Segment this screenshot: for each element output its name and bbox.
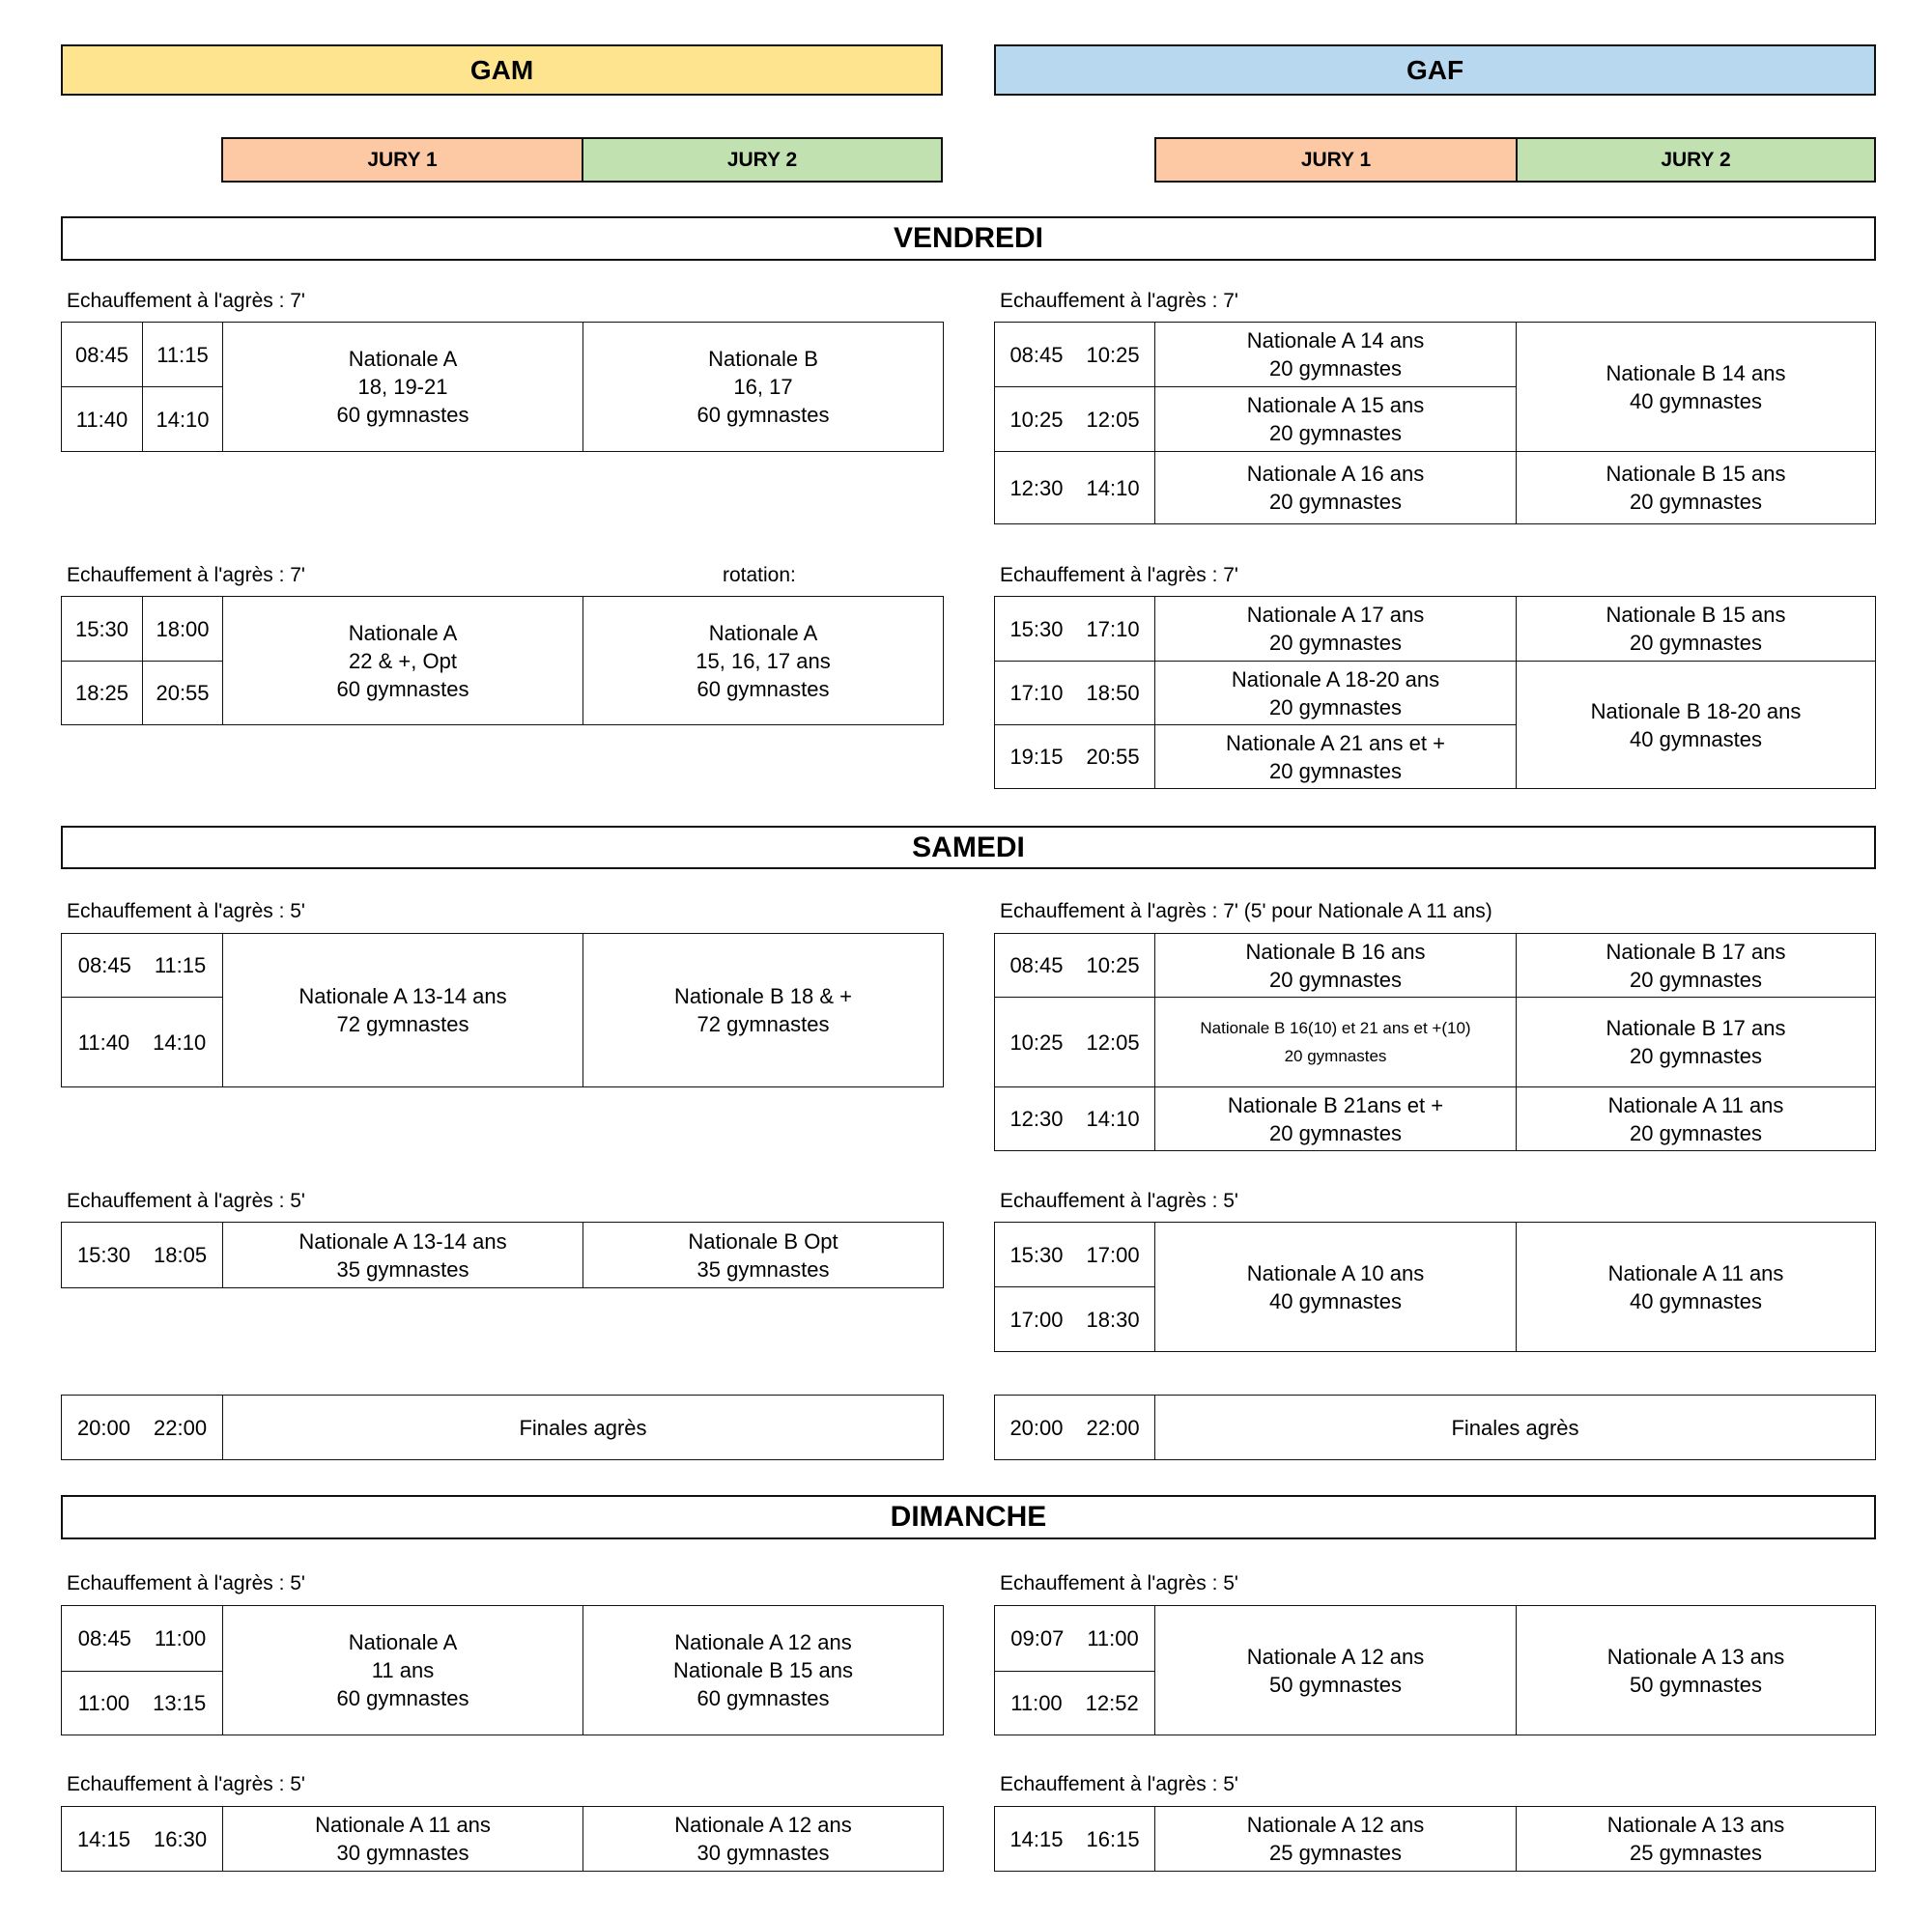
category: Nationale B 21ans et +: [1227, 1092, 1444, 1117]
end-time: 18:05: [154, 1243, 208, 1267]
jury2-cell: [1516, 1806, 1876, 1872]
end-time: 18:30: [1086, 1307, 1140, 1332]
end-time: 16:15: [1086, 1826, 1140, 1851]
jury2-cell: [582, 1806, 944, 1872]
category: Nationale A 16 ans: [1246, 462, 1425, 486]
end-time: 14:10: [1086, 1107, 1140, 1131]
end-time: 14:10: [1086, 475, 1140, 500]
start-time: 14:15: [76, 1826, 130, 1851]
gaf-title: GAF: [1406, 54, 1464, 85]
category: Nationale A 13 ans: [1606, 1644, 1785, 1669]
category: Nationale A 12 ans: [1246, 1644, 1425, 1669]
start-time: 09:07: [1010, 1626, 1065, 1650]
time-cell: [61, 386, 143, 452]
start-time: 20:00: [76, 1415, 130, 1440]
gaf-jury2-header: [1516, 137, 1876, 183]
gymnast-count: 30 gymnastes: [336, 1841, 469, 1865]
end-time: 22:00: [154, 1415, 208, 1440]
jury1-cell: [1154, 997, 1517, 1087]
gaf-jury1-header: [1154, 137, 1518, 183]
jury-label: JURY 2: [1661, 148, 1731, 171]
end-time: 17:10: [1086, 616, 1140, 641]
finals-cell: [1154, 1395, 1876, 1460]
end-time: 20:55: [1086, 745, 1140, 769]
warmup-label: Echauffement à l'agrès : 5': [67, 900, 305, 922]
time-cell: [994, 596, 1155, 662]
time-cell: [994, 1671, 1155, 1735]
category: Nationale B Opt: [688, 1228, 838, 1254]
ages: 15, 16, 17 ans: [696, 648, 831, 673]
gymnast-count: 60 gymnastes: [696, 676, 830, 701]
gymnast-count: 40 gymnastes: [1269, 1288, 1402, 1313]
warmup-label: Echauffement à l'agrès : 5': [1000, 1773, 1238, 1795]
start-time: 08:45: [77, 1626, 131, 1650]
jury2-cell: [1516, 997, 1876, 1087]
gaf-header: [994, 44, 1876, 96]
end-time: 18:00: [156, 616, 210, 641]
time-cell: [61, 1806, 223, 1872]
category: Nationale A 10 ans: [1246, 1260, 1425, 1285]
time-cell: [61, 933, 223, 998]
gymnast-count: 20 gymnastes: [1269, 631, 1402, 655]
jury1-cell: [222, 1806, 583, 1872]
finals-label: Finales agrès: [1451, 1415, 1579, 1440]
start-time: 12:30: [1009, 1107, 1064, 1131]
jury2-cell: [1516, 596, 1876, 662]
start-time: 08:45: [74, 342, 129, 367]
end-time: 12:05: [1086, 1030, 1140, 1055]
warmup-label: Echauffement à l'agrès : 5': [1000, 1190, 1238, 1212]
jury2-cell: [1516, 661, 1876, 789]
end-time: 10:25: [1086, 953, 1140, 977]
time-cell: [61, 661, 143, 725]
start-time: 11:40: [75, 407, 128, 432]
time-cell: [61, 596, 143, 662]
gymnast-count: 60 gymnastes: [336, 1686, 469, 1710]
gymnast-count: 30 gymnastes: [696, 1841, 830, 1865]
gymnast-count: 72 gymnastes: [696, 1012, 830, 1036]
day-title: DIMANCHE: [890, 1501, 1047, 1533]
end-time: 11:00: [154, 1626, 207, 1650]
jury1-cell: [1154, 661, 1517, 725]
jury1-cell: [1154, 724, 1517, 789]
start-time: 11:40: [77, 1030, 130, 1055]
jury2-cell: [582, 596, 944, 725]
time-cell: [994, 1286, 1155, 1352]
end-time: 22:00: [1086, 1415, 1140, 1440]
start-time: 14:15: [1009, 1826, 1064, 1851]
warmup-label: Echauffement à l'agrès : 5': [67, 1572, 305, 1594]
gam-jury2-header: [582, 137, 943, 183]
ages: 22 & +, Opt: [349, 648, 457, 673]
gymnast-count: 40 gymnastes: [1630, 388, 1762, 413]
start-time: 15:30: [76, 1243, 130, 1267]
end-time: 10:25: [1086, 342, 1140, 367]
gymnast-count: 20 gymnastes: [1269, 421, 1402, 445]
jury2-cell: [1516, 1222, 1876, 1352]
gymnast-count: 20 gymnastes: [1269, 356, 1402, 381]
start-time: 18:25: [74, 681, 129, 705]
start-time: 12:30: [1009, 475, 1064, 500]
ages: 11 ans: [371, 1658, 435, 1682]
finals-cell: [222, 1395, 944, 1460]
time-cell: [994, 1395, 1155, 1460]
warmup-label: Echauffement à l'agrès : 7' (5' pour Nationale A 11 ans): [1000, 900, 1492, 922]
category: Nationale A 12 ans: [1246, 1813, 1425, 1837]
end-time: 14:10: [153, 1030, 207, 1055]
jury2-cell: [582, 1222, 944, 1288]
end-time: 17:00: [1086, 1242, 1140, 1267]
start-time: 17:00: [1009, 1307, 1064, 1332]
time-cell: [994, 1806, 1155, 1872]
category: Nationale A 12 ans: [674, 1630, 852, 1654]
jury1-cell: [1154, 596, 1517, 662]
gymnast-count: 20 gymnastes: [1630, 631, 1762, 655]
category: Nationale A: [348, 1630, 458, 1654]
day-header-dimanche: [61, 1495, 1876, 1539]
time-cell: [61, 1671, 223, 1735]
gymnast-count: 20 gymnastes: [1269, 758, 1402, 783]
category: Nationale A 11 ans: [315, 1813, 491, 1837]
category: Nationale A 12 ans: [674, 1813, 852, 1837]
category: Nationale A 21 ans et +: [1226, 730, 1445, 755]
gymnast-count: 20 gymnastes: [1630, 1120, 1762, 1145]
time-cell: [61, 1605, 223, 1672]
time-cell: [994, 451, 1155, 524]
start-time: 10:25: [1009, 407, 1064, 432]
category: Nationale B 17 ans: [1605, 939, 1786, 964]
category: Nationale B 14 ans: [1605, 360, 1786, 385]
gymnast-count: 20 gymnastes: [1269, 1120, 1402, 1145]
jury1-cell: [222, 933, 583, 1087]
category: Nationale B: [708, 347, 818, 371]
time-cell: [61, 1395, 223, 1460]
warmup-label: Echauffement à l'agrès : 5': [1000, 1572, 1238, 1594]
warmup-label: Echauffement à l'agrès : 7': [67, 564, 305, 586]
category: Nationale B 18 & +: [673, 984, 853, 1008]
jury1-cell: [1154, 1222, 1517, 1352]
jury1-cell: [1154, 386, 1517, 452]
time-cell: [994, 1222, 1155, 1287]
end-time: 11:15: [156, 342, 209, 367]
gymnast-count: 60 gymnastes: [336, 403, 469, 427]
gymnast-count: 60 gymnastes: [696, 1686, 830, 1710]
start-time: 17:10: [1009, 681, 1064, 705]
jury1-cell: [222, 1605, 583, 1735]
time-cell: [142, 322, 223, 387]
end-time: 13:15: [153, 1691, 207, 1715]
time-cell: [994, 1605, 1155, 1672]
time-cell: [994, 724, 1155, 789]
category: Nationale A 18-20 ans: [1231, 666, 1440, 691]
jury2-cell: [1516, 1605, 1876, 1735]
jury-label: JURY 1: [1300, 148, 1372, 171]
category: Nationale A 13 ans: [1606, 1813, 1785, 1837]
jury2-cell: [1516, 933, 1876, 998]
time-cell: [142, 386, 223, 452]
start-time: 19:15: [1009, 745, 1064, 769]
time-cell: [994, 997, 1155, 1087]
category: Nationale B 18-20 ans: [1590, 698, 1802, 723]
end-time: 12:05: [1086, 407, 1140, 432]
start-time: 08:45: [1009, 342, 1064, 367]
jury-label: JURY 2: [726, 148, 798, 171]
gymnast-count: 20 gymnastes: [1269, 490, 1402, 514]
category: Nationale A: [348, 620, 458, 645]
time-cell: [994, 661, 1155, 725]
ages: 16, 17: [733, 375, 793, 399]
gymnast-count: 20 gymnastes: [1284, 1047, 1387, 1065]
jury1-cell: [222, 596, 583, 725]
gymnast-count: 25 gymnastes: [1269, 1841, 1402, 1865]
end-time: 14:10: [156, 407, 210, 432]
category: Nationale B 16(10) et 21 ans et +(10): [1200, 1019, 1471, 1037]
rotation-label: rotation:: [723, 564, 796, 586]
gam-jury1-header: [221, 137, 583, 183]
time-cell: [994, 1086, 1155, 1151]
jury1-cell: [1154, 451, 1517, 524]
start-time: 08:45: [1009, 953, 1064, 977]
gymnast-count: 20 gymnastes: [1269, 694, 1402, 719]
time-cell: [61, 1222, 223, 1288]
start-time: 11:00: [77, 1691, 130, 1715]
time-cell: [994, 933, 1155, 998]
jury2-cell: [582, 933, 944, 1087]
day-title: SAMEDI: [912, 831, 1025, 863]
category: Nationale A: [708, 620, 818, 645]
end-time: 11:15: [154, 953, 207, 977]
start-time: 15:30: [74, 616, 129, 641]
category: Nationale A 17 ans: [1246, 603, 1425, 627]
end-time: 20:55: [156, 681, 210, 705]
jury1-cell: [222, 322, 583, 452]
gymnast-count: 25 gymnastes: [1630, 1841, 1762, 1865]
start-time: 15:30: [1009, 1242, 1064, 1267]
end-time: 12:52: [1085, 1691, 1139, 1715]
start-time: 15:30: [1009, 616, 1064, 641]
gymnast-count: 20 gymnastes: [1630, 1044, 1762, 1068]
gymnast-count: 40 gymnastes: [1630, 726, 1762, 751]
gymnast-count: 35 gymnastes: [696, 1256, 830, 1282]
gymnast-count: 20 gymnastes: [1269, 967, 1402, 992]
category: Nationale A 11 ans: [1607, 1260, 1784, 1285]
warmup-label: Echauffement à l'agrès : 7': [1000, 290, 1238, 312]
gymnast-count: 50 gymnastes: [1269, 1672, 1402, 1697]
time-cell: [994, 322, 1155, 387]
jury2-cell: [1516, 322, 1876, 452]
gymnast-count: 60 gymnastes: [336, 676, 469, 701]
gymnast-count: 60 gymnastes: [696, 403, 830, 427]
gymnast-count: 40 gymnastes: [1630, 1288, 1762, 1313]
end-time: 16:30: [154, 1826, 208, 1851]
warmup-label: Echauffement à l'agrès : 7': [67, 290, 305, 312]
category: Nationale A 15 ans: [1246, 393, 1425, 417]
jury-label: JURY 1: [367, 148, 438, 171]
category: Nationale B 15 ans: [1605, 462, 1786, 486]
end-time: 11:00: [1087, 1626, 1139, 1650]
ages: 18, 19-21: [357, 375, 448, 399]
end-time: 18:50: [1086, 681, 1140, 705]
time-cell: [142, 661, 223, 725]
start-time: 11:00: [1010, 1691, 1063, 1715]
day-title: VENDREDI: [893, 222, 1044, 254]
jury1-cell: [1154, 1806, 1517, 1872]
gam-title: GAM: [469, 54, 534, 85]
gymnast-count: 20 gymnastes: [1630, 490, 1762, 514]
category: Nationale A 14 ans: [1246, 328, 1425, 353]
warmup-label: Echauffement à l'agrès : 5': [67, 1773, 305, 1795]
jury1-cell: [222, 1222, 583, 1288]
gymnast-count: 72 gymnastes: [336, 1012, 469, 1036]
category: Nationale A 13-14 ans: [298, 984, 507, 1008]
category: Nationale B 16 ans: [1245, 939, 1426, 964]
jury1-cell: [1154, 322, 1517, 387]
category: Nationale B 15 ans: [673, 1658, 853, 1682]
jury1-cell: [1154, 1605, 1517, 1735]
jury1-cell: [1154, 1086, 1517, 1151]
category: Nationale A 11 ans: [1607, 1092, 1784, 1117]
time-cell: [61, 322, 143, 387]
category: Nationale B 15 ans: [1605, 603, 1786, 627]
category: Nationale A: [348, 347, 458, 371]
day-header-vendredi: [61, 216, 1876, 261]
day-header-samedi: [61, 826, 1876, 869]
start-time: 08:45: [77, 953, 131, 977]
category: Nationale A 13-14 ans: [298, 1228, 507, 1254]
gymnast-count: 20 gymnastes: [1630, 967, 1762, 992]
jury1-cell: [1154, 933, 1517, 998]
jury2-cell: [1516, 451, 1876, 524]
time-cell: [61, 997, 223, 1087]
warmup-label: Echauffement à l'agrès : 5': [67, 1190, 305, 1212]
jury2-cell: [1516, 1086, 1876, 1151]
gymnast-count: 50 gymnastes: [1630, 1672, 1762, 1697]
finals-label: Finales agrès: [519, 1415, 647, 1440]
start-time: 20:00: [1009, 1415, 1064, 1440]
category: Nationale B 17 ans: [1605, 1016, 1786, 1040]
jury2-cell: [582, 322, 944, 452]
time-cell: [142, 596, 223, 662]
gam-header: [61, 44, 943, 96]
warmup-label: Echauffement à l'agrès : 7': [1000, 564, 1238, 586]
start-time: 10:25: [1009, 1030, 1064, 1055]
gymnast-count: 35 gymnastes: [336, 1256, 469, 1282]
jury2-cell: [582, 1605, 944, 1735]
time-cell: [994, 386, 1155, 452]
